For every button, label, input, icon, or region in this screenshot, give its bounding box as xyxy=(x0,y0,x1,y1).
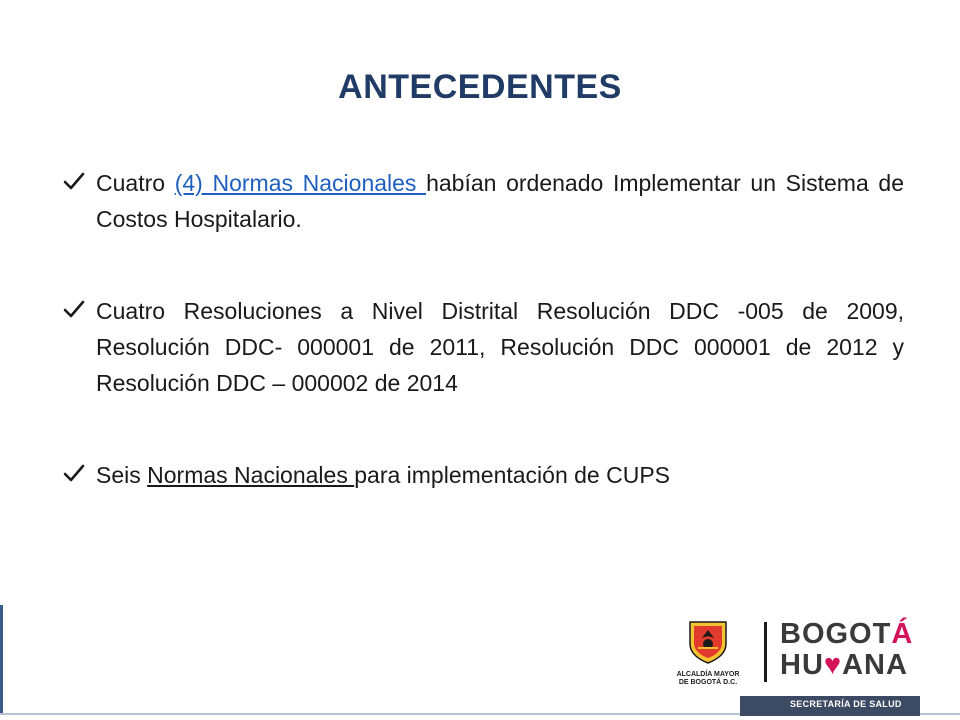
alcaldia-line2: DE BOGOTÁ D.C. xyxy=(678,679,738,686)
footer-band xyxy=(740,696,920,716)
bullet-item xyxy=(62,165,904,237)
brand-line2-post: ANA xyxy=(842,649,908,681)
normas-nacionales-underlined: Normas Nacionales xyxy=(147,462,355,488)
bullet-text-post: para implementación de CUPS xyxy=(354,462,671,488)
brand-line1-pre: BOGOT xyxy=(780,618,892,650)
checkmark-icon xyxy=(62,461,86,485)
checkmark-icon xyxy=(62,297,86,321)
bullet-text xyxy=(96,457,904,493)
checkmark-icon xyxy=(62,169,86,193)
alcaldia-logo xyxy=(668,618,748,688)
logo-separator xyxy=(764,622,767,682)
bullet-item xyxy=(62,457,904,493)
brand-line2-pre: HU xyxy=(780,649,824,681)
bullet-text-pre: Cuatro xyxy=(96,170,175,196)
heart-icon: ♥ xyxy=(823,649,843,681)
coat-of-arms-icon xyxy=(686,618,730,664)
bogota-humana-logo xyxy=(780,618,930,684)
left-rule xyxy=(0,605,3,713)
slide-title: ANTECEDENTES xyxy=(338,68,622,106)
bullet-text-pre: Seis xyxy=(96,462,148,488)
bullet-list xyxy=(62,165,904,493)
brand-line1 xyxy=(780,618,930,650)
alcaldia-text xyxy=(668,671,748,687)
brand-line1-accent: Á xyxy=(891,618,914,650)
bullet-item xyxy=(62,293,904,401)
brand-line2 xyxy=(780,650,930,680)
footer-band-text: SECRETARÍA DE SALUD xyxy=(790,699,902,709)
bullet-text: Cuatro Resoluciones a Nivel Distrital Resolución DDC -005 de 2009, Resolución DDC- 000001 de 2011, Resolución DDC 000001 de 2012 y Resolución DDC – 000002 de 2014 xyxy=(96,298,904,396)
bullet-text-post: habían ordenado Implementar un Sistema de Costos Hospitalario. xyxy=(96,170,904,232)
normas-nacionales-link[interactable]: (4) Normas Nacionales xyxy=(174,170,427,196)
alcaldia-line1: ALCALDÍA MAYOR xyxy=(676,671,740,678)
bullet-text xyxy=(96,165,904,237)
